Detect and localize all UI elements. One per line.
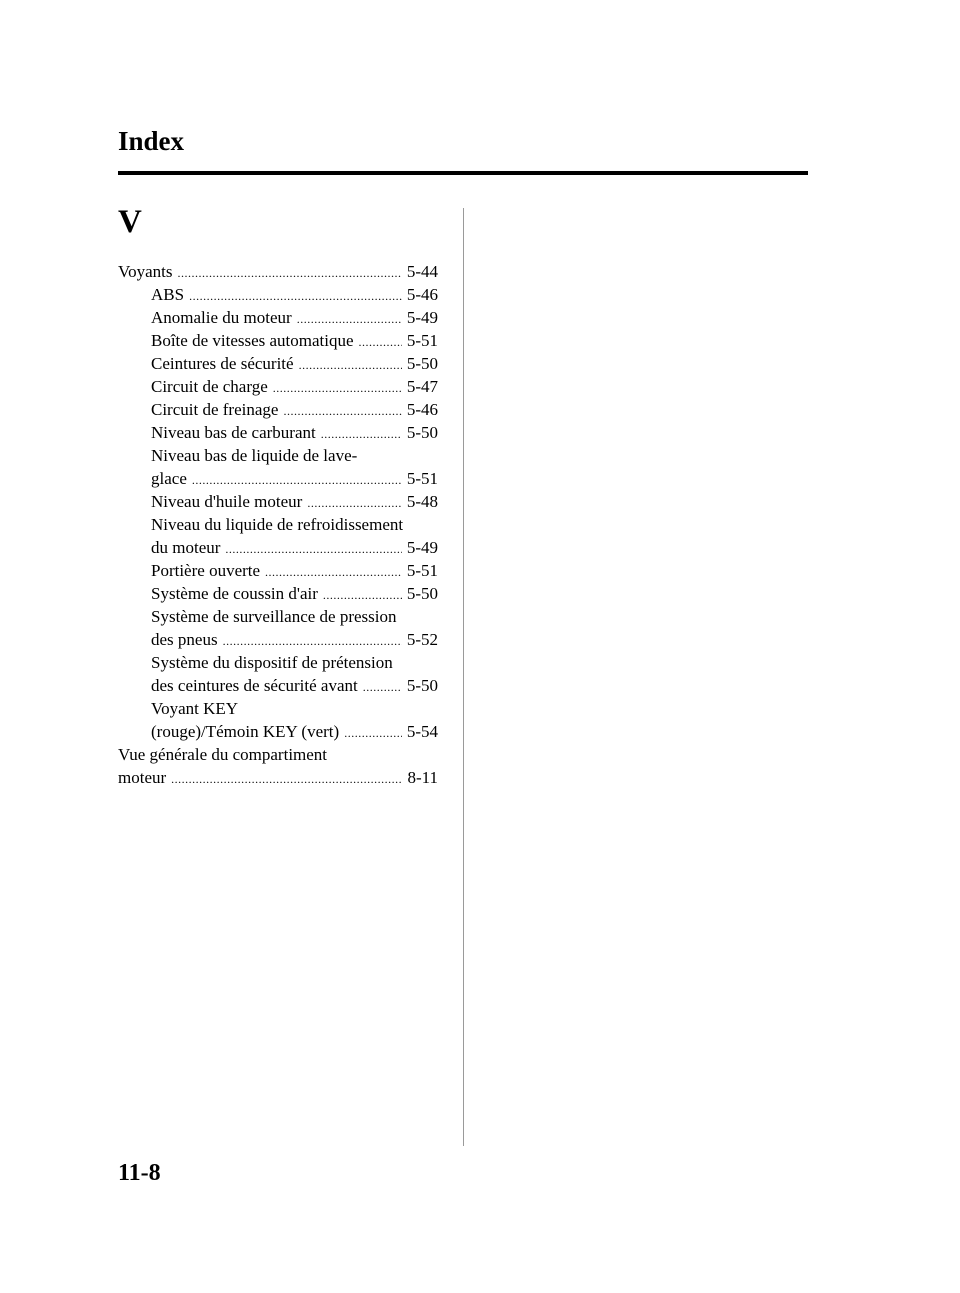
index-entry [118,559,438,582]
index-entry [118,605,438,628]
index-entry-text: Niveau bas de liquide de lave- [151,446,358,465]
page-title: Index [118,126,185,156]
index-entry-page: 5-52 [406,630,438,649]
index-entry-page: 5-50 [406,676,438,695]
column-divider [463,208,464,1146]
section-letter: V [118,204,142,240]
index-entry [118,260,438,283]
index-entry-text: Vue générale du compartiment [118,745,328,764]
index-entry [118,421,438,444]
index-entry [118,582,438,605]
index-entry-text: Anomalie du moteur [151,308,292,327]
index-entry [118,352,438,375]
dot-leader [307,492,402,515]
index-entry-text: Ceintures de sécurité [151,354,294,373]
index-entry-text: Système du dispositif de prétension [151,653,393,672]
index-entry [118,536,438,559]
index-entry-page: 5-51 [406,561,438,580]
index-entry-text: (rouge)/Témoin KEY (vert) [151,722,340,741]
index-entry-page: 5-46 [406,400,438,419]
index-entry-text: Niveau bas de carburant [151,423,316,442]
index-entry [118,720,438,743]
page-number: 11-8 [118,1160,161,1186]
dot-leader [297,308,402,331]
index-entry [118,651,438,674]
dot-leader [171,768,402,791]
index-entry-text: moteur [118,768,167,787]
index-entry [118,444,438,467]
dot-leader [265,561,402,584]
index-entry [118,513,438,536]
index-entry-page: 5-44 [406,262,438,281]
index-entry [118,398,438,421]
index-entry-page: 5-54 [406,722,438,741]
index-entry-page: 5-49 [406,538,438,557]
index-entry-text: Niveau du liquide de refroidissement [151,515,404,534]
index-entry-text: Circuit de freinage [151,400,279,419]
index-entry-page: 5-50 [406,423,438,442]
dot-leader [299,354,402,377]
index-entry-text: Portière ouverte [151,561,261,580]
index-entry-text: Boîte de vitesses automatique [151,331,354,350]
index-entry-page: 5-51 [406,331,438,350]
index-entry-page: 5-49 [406,308,438,327]
index-entry-page: 5-51 [406,469,438,488]
index-entry [118,674,438,697]
index-entry-page: 5-50 [406,354,438,373]
dot-leader [363,676,402,699]
dot-leader [359,331,402,354]
index-entry-text: des ceintures de sécurité avant [151,676,358,695]
index-entry-text: Voyant KEY [151,699,239,718]
dot-leader [283,400,401,423]
dot-leader [321,423,402,446]
index-entry [118,766,438,789]
index-entry-text: Niveau d'huile moteur [151,492,303,511]
index-entry-text: des pneus [151,630,218,649]
index-entry-page: 5-47 [406,377,438,396]
index-entry-list [118,260,438,789]
index-entry [118,743,438,766]
dot-leader [225,538,401,561]
index-entry [118,697,438,720]
dot-leader [273,377,402,400]
index-entry-page: 5-50 [406,584,438,603]
dot-leader [177,262,401,285]
index-entry [118,283,438,306]
index-entry-text: Voyants [118,262,173,281]
index-entry [118,329,438,352]
index-entry [118,628,438,651]
index-entry-text: glace [151,469,187,488]
dot-leader [223,630,402,653]
dot-leader [189,285,402,308]
index-entry [118,306,438,329]
header-rule [118,171,808,175]
dot-leader [192,469,402,492]
dot-leader [344,722,402,745]
index-entry [118,490,438,513]
dot-leader [323,584,402,607]
index-entry-text: Système de coussin d'air [151,584,318,603]
index-entry-text: ABS [151,285,185,304]
index-entry-text: Circuit de charge [151,377,268,396]
index-entry-page: 8-11 [407,768,438,787]
index-entry-page: 5-48 [406,492,438,511]
index-entry-text: du moteur [151,538,221,557]
index-entry-page: 5-46 [406,285,438,304]
index-entry-text: Système de surveillance de pression [151,607,397,626]
index-entry [118,375,438,398]
index-entry [118,467,438,490]
